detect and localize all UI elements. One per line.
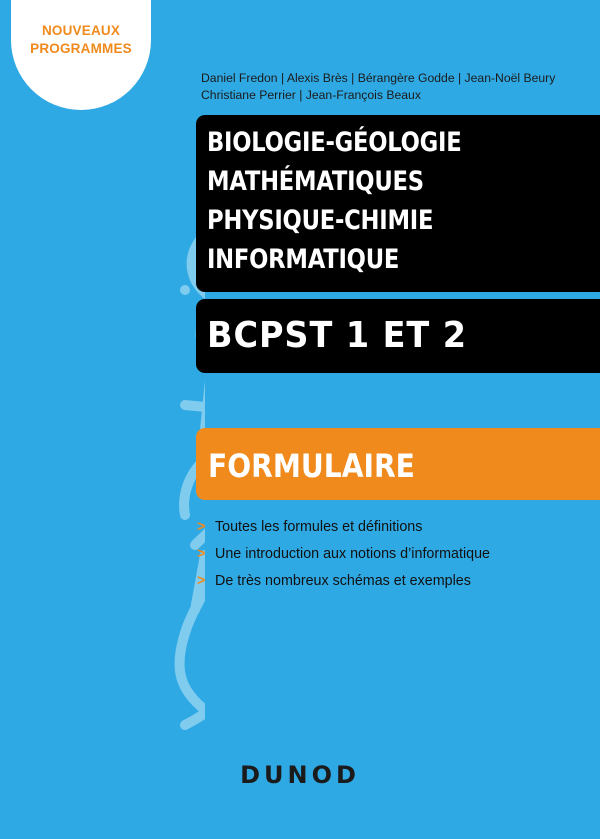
series-logo-watermark [15, 170, 205, 730]
chevron-right-icon: > [197, 519, 206, 535]
new-programs-badge-text [11, 22, 151, 58]
authors [201, 70, 555, 104]
feature-item [197, 514, 490, 541]
authors-line-2: Christiane Perrier | Jean-François Beaux [201, 88, 421, 102]
feature-text: De très nombreux schémas et exemples [215, 573, 471, 589]
badge-line-1: NOUVEAUX [41, 23, 121, 38]
feature-item [197, 568, 490, 595]
chevron-right-icon: > [197, 573, 206, 589]
authors-line-1: Daniel Fredon | Alexis Brès | Bérangère Godde | Jean-Noël Beury [201, 71, 556, 85]
subjects-title [207, 123, 461, 279]
subject-informatique: INFORMATIQUE [207, 244, 400, 275]
book-type-title: FORMULAIRE [208, 447, 415, 485]
publisher-logo: DUNOD [240, 761, 360, 789]
subject-physique: PHYSIQUE-CHIMIE [207, 205, 434, 236]
feature-item [197, 541, 490, 568]
level-title: BCPST 1 ET 2 [207, 315, 468, 356]
subject-biologie: BIOLOGIE-GÉOLOGIE [207, 127, 462, 158]
subject-mathematiques: MATHÉMATIQUES [207, 166, 424, 197]
badge-line-2: PROGRAMMES [30, 41, 132, 56]
feature-text: Une introduction aux notions d’informatique [215, 546, 490, 562]
feature-text: Toutes les formules et définitions [215, 519, 423, 535]
chevron-right-icon: > [197, 546, 206, 562]
feature-list [197, 514, 490, 595]
